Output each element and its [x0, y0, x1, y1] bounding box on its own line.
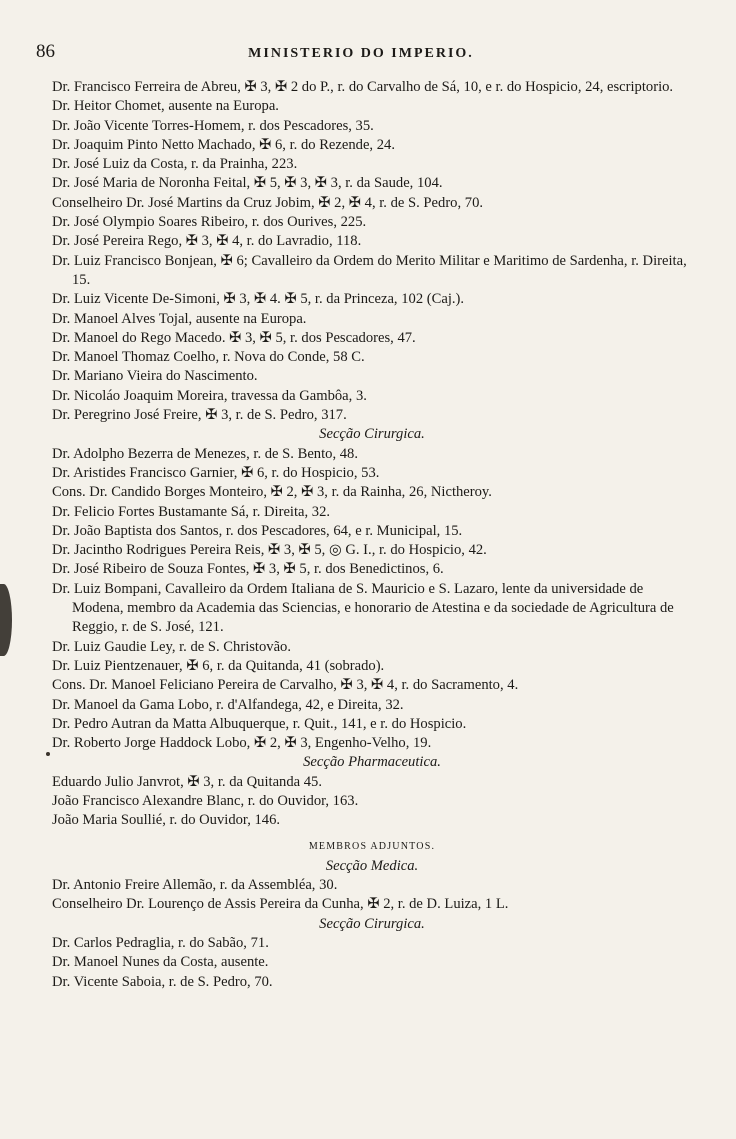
list-item: Dr. José Luiz da Costa, r. da Prainha, 223.	[52, 156, 298, 173]
section-heading: Secção Cirurgica.	[319, 915, 425, 932]
list-item: Dr. Luiz Gaudie Ley, r. de S. Christovão.	[52, 638, 291, 655]
ink-blot	[0, 584, 12, 656]
list-item: Dr. Manoel do Rego Macedo. ✠ 3, ✠ 5, r. dos Pescadores, 47.	[52, 329, 416, 346]
list-item: Dr. Pedro Autran da Matta Albuquerque, r. Quit., 141, e r. do Hospicio.	[52, 715, 467, 732]
list-item: Dr. Aristides Francisco Garnier, ✠ 6, r. do Hospicio, 53.	[52, 464, 380, 481]
list-item: Dr. José Olympio Soares Ribeiro, r. dos Ourives, 225.	[52, 214, 367, 231]
list-item: Dr. Felicio Fortes Bustamante Sá, r. Direita, 32.	[52, 503, 331, 520]
list-item: Dr. Vicente Saboia, r. de S. Pedro, 70.	[52, 973, 273, 990]
list-item: Dr. Manoel Alves Tojal, ausente na Europa.	[52, 310, 307, 327]
list-item: Dr. Adolpho Bezerra de Menezes, r. de S. Bento, 48.	[52, 445, 358, 462]
list-item: Dr. Nicoláo Joaquim Moreira, travessa da Gambôa, 3.	[52, 387, 367, 404]
list-item: Dr. José Pereira Rego, ✠ 3, ✠ 4, r. do Lavradio, 118.	[52, 233, 362, 250]
list-item: Dr. Heitor Chomet, ausente na Europa.	[52, 98, 279, 115]
section-heading: Secção Medica.	[325, 857, 419, 874]
page-number: 86	[36, 41, 55, 62]
list-item: Dr. Peregrino José Freire, ✠ 3, r. de S. Pedro, 317.	[52, 407, 347, 424]
list-item: Dr. Joaquim Pinto Netto Machado, ✠ 6, r. do Rezende, 24.	[52, 136, 395, 153]
list-item: Dr. Luiz Vicente De-Simoni, ✠ 3, ✠ 4. ✠ 5, r. da Princeza, 102 (Caj.).	[52, 291, 465, 308]
list-item: Dr. João Vicente Torres-Homem, r. dos Pescadores, 35.	[52, 117, 374, 134]
list-item: Dr. Mariano Vieira do Nascimento.	[52, 368, 258, 385]
list-item: Dr. Manoel Thomaz Coelho, r. Nova do Conde, 58 C.	[52, 349, 365, 366]
running-title: MINISTERIO DO IMPERIO.	[248, 46, 474, 61]
section-title: MEMBROS ADJUNTOS.	[308, 840, 436, 852]
list-item: Dr. Luiz Francisco Bonjean, ✠ 6; Cavalleiro da Ordem do Merito Militar e Maritimo de Sardenha, r. Direita, 15.	[52, 252, 687, 288]
list-item: Dr. Francisco Ferreira de Abreu, ✠ 3, ✠ 2 do P., r. do Carvalho de Sá, 10, e r. do Hospicio, 24, escriptorio.	[52, 79, 674, 95]
list-item: Dr. Jacintho Rodrigues Pereira Reis, ✠ 3, ✠ 5, ◎ G. I., r. do Hospicio, 42.	[52, 542, 487, 559]
list-item: João Maria Soullié, r. do Ouvidor, 146.	[52, 812, 281, 829]
list-item: Cons. Dr. Manoel Feliciano Pereira de Carvalho, ✠ 3, ✠ 4, r. do Sacramento, 4.	[52, 677, 519, 694]
section-heading: Secção Pharmaceutica.	[303, 754, 441, 771]
list-item: Dr. Luiz Bompani, Cavalleiro da Ordem Italiana de S. Mauricio e S. Lazaro, lente da universidade de Modena, membro da Academia das Sciencias, e honorario de Atestina e da sociedade de Agricultura de Reggio, r. de S. José, 121.	[52, 580, 674, 636]
list-item: Dr. José Ribeiro de Souza Fontes, ✠ 3, ✠ 5, r. dos Benedictinos, 6.	[52, 561, 444, 578]
list-item: Cons. Dr. Candido Borges Monteiro, ✠ 2, ✠ 3, r. da Rainha, 26, Nictheroy.	[52, 484, 492, 501]
page-header	[36, 42, 686, 66]
list-item: Conselheiro Dr. José Martins da Cruz Jobim, ✠ 2, ✠ 4, r. de S. Pedro, 70.	[52, 194, 484, 211]
list-item: Eduardo Julio Janvrot, ✠ 3, r. da Quitanda 45.	[52, 773, 323, 790]
list-item: Dr. Carlos Pedraglia, r. do Sabão, 71.	[52, 935, 269, 952]
list-item: Dr. Manoel Nunes da Costa, ausente.	[52, 954, 269, 971]
list-item: Dr. José Maria de Noronha Feital, ✠ 5, ✠ 3, ✠ 3, r. da Saude, 104.	[52, 175, 443, 192]
list-item: Dr. Luiz Pientzenauer, ✠ 6, r. da Quitanda, 41 (sobrado).	[52, 657, 385, 674]
list-item: Dr. Manoel da Gama Lobo, r. d'Alfandega, 42, e Direita, 32.	[52, 696, 404, 713]
directory-list	[52, 78, 692, 992]
list-item: Dr. Antonio Freire Allemão, r. da Assembléa, 30.	[52, 877, 338, 894]
list-item: Conselheiro Dr. Lourenço de Assis Pereira da Cunha, ✠ 2, r. de D. Luiza, 1 L.	[52, 896, 509, 913]
list-item: Dr. João Baptista dos Santos, r. dos Pescadores, 64, e r. Municipal, 15.	[52, 522, 463, 539]
section-heading: Secção Cirurgica.	[319, 426, 425, 443]
ink-dot	[46, 752, 50, 756]
list-item: João Francisco Alexandre Blanc, r. do Ouvidor, 163.	[52, 792, 359, 809]
list-item: Dr. Roberto Jorge Haddock Lobo, ✠ 2, ✠ 3, Engenho-Velho, 19.	[52, 735, 432, 752]
